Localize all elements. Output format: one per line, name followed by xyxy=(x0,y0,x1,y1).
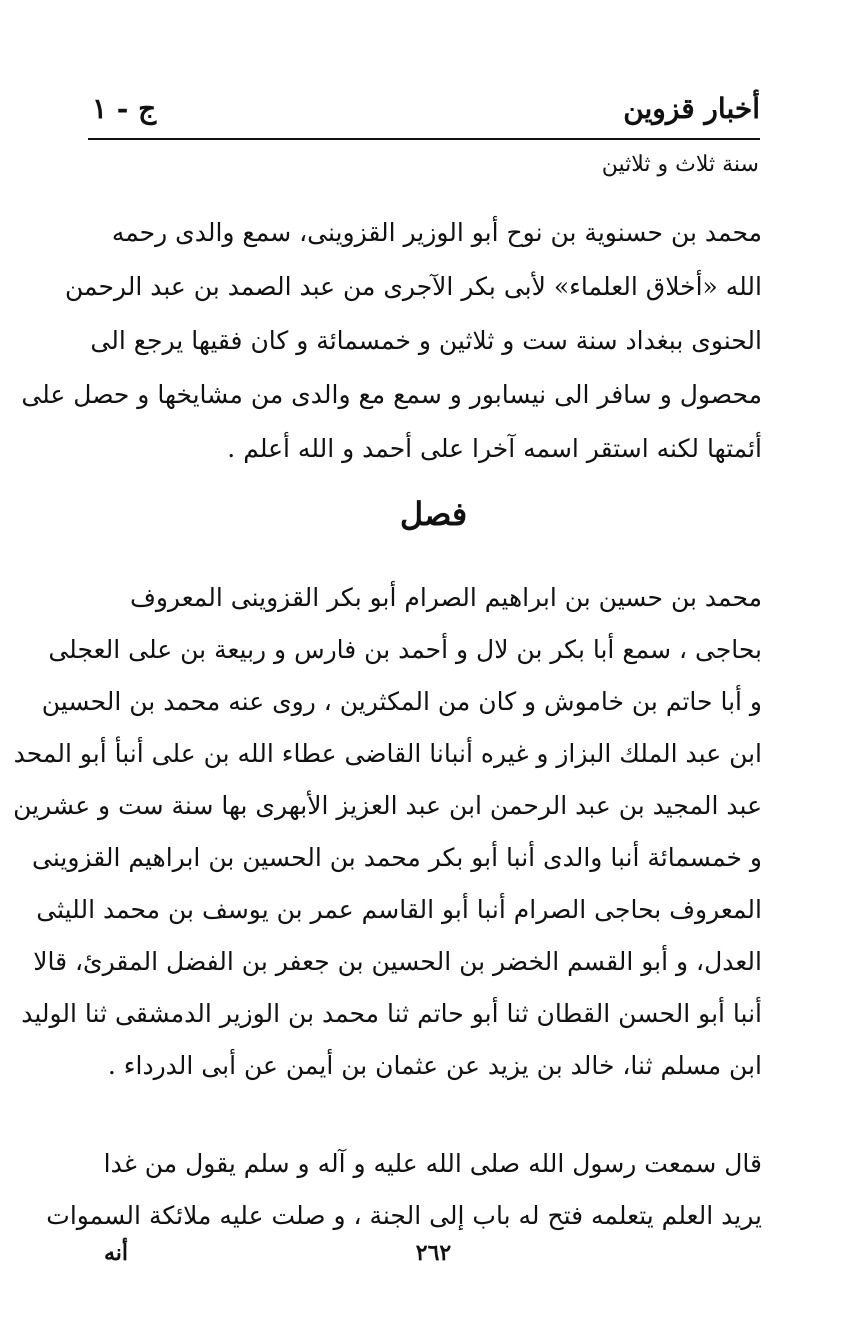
entry-paragraph-2 xyxy=(13,572,762,1092)
volume-number: ج - ١ xyxy=(92,92,157,125)
text-line: العدل، و أبو القسم الخضر بن الحسين بن جعفر بن الفضل المقرئ، قالا xyxy=(33,947,762,976)
book-title: أخبار قزوين xyxy=(623,92,760,125)
text-line: بحاجى ، سمع أبا بكر بن لال و أحمد بن فارس و ربيعة بن على العجلى xyxy=(48,635,762,664)
text-line: يريد العلم يتعلمه فتح له باب إلى الجنة ، و صلت عليه ملائكة السموات xyxy=(46,1201,762,1230)
text-line: أنبا أبو الحسن القطان ثنا أبو حاتم ثنا محمد بن الوزير الدمشقى ثنا الوليد xyxy=(21,999,762,1028)
entry-paragraph-3 xyxy=(46,1138,762,1242)
running-header xyxy=(92,92,760,132)
entry-paragraph-1 xyxy=(21,206,762,476)
text-line: أئمتها لكنه استقر اسمه آخرا على أحمد و الله أعلم . xyxy=(227,434,762,463)
text-line: و أبا حاتم بن خاموش و كان من المكثرين ، روى عنه محمد بن الحسين xyxy=(41,687,762,716)
text-line: و خمسمائة أنبا والدى أنبا أبو بكر محمد بن الحسين بن ابراهيم القزوينى xyxy=(32,843,762,872)
text-line: ابن مسلم ثنا، خالد بن يزيد عن عثمان بن أيمن عن أبى الدرداء . xyxy=(107,1051,762,1080)
text-line: ابن عبد الملك البزاز و غيره أنبانا القاضى عطاء الله بن على أنبأ أبو المحد xyxy=(13,739,762,768)
catchword: أنه xyxy=(104,1240,129,1266)
text-line: الحنوى ببغداد سنة ست و ثلاثين و خمسمائة و كان فقيها يرجع الى xyxy=(90,326,762,355)
page-number: ٢٦٢ xyxy=(415,1240,452,1266)
text-line: محمد بن حسين بن ابراهيم الصرام أبو بكر القزوينى المعروف xyxy=(129,583,762,612)
text-line: عبد المجيد بن عبد الرحمن ابن عبد العزيز الأبهرى بها سنة ست و عشرين xyxy=(13,791,762,820)
text-line: الله «أخلاق العلماء» لأبى بكر الآجرى من عبد الصمد بن عبد الرحمن xyxy=(64,272,762,301)
text-line: المعروف بحاجى الصرام أنبا أبو القاسم عمر بن يوسف بن محمد الليثى xyxy=(36,895,762,924)
text-line: قال سمعت رسول الله صلى الله عليه و آله و سلم يقول من غدا xyxy=(103,1149,762,1178)
header-divider xyxy=(88,138,760,140)
year-subheading: سنة ثلاث و ثلاثين xyxy=(601,152,759,177)
section-heading: فصل xyxy=(399,495,468,533)
text-line: محمد بن حسنوية بن نوح أبو الوزير القزوينى، سمع والدى رحمه xyxy=(111,218,762,247)
text-line: محصول و سافر الى نيسابور و سمع مع والدى من مشايخها و حصل على xyxy=(21,380,762,409)
